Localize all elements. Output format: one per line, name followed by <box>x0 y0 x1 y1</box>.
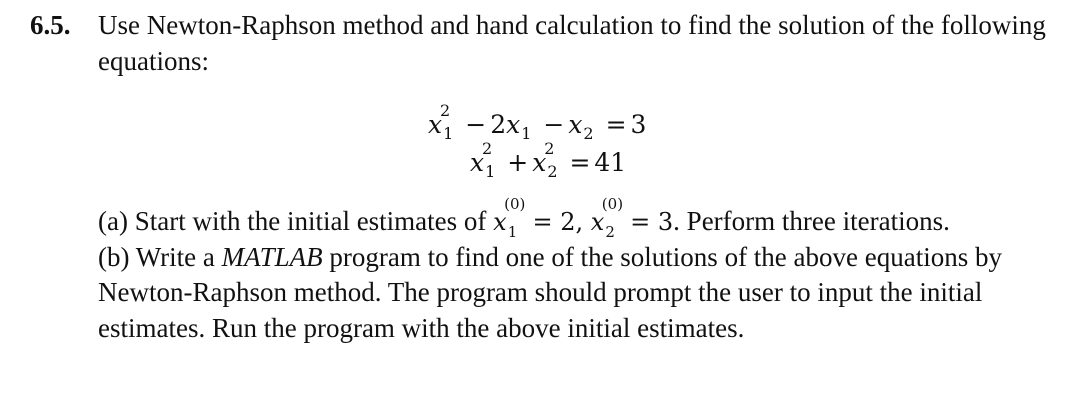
part-b-label: (b) <box>98 241 130 272</box>
problem-statement: Use Newton-Raphson method and hand calculation to find the solution of the following equations: <box>98 10 1046 76</box>
part-b-text-1: Write a <box>135 241 215 272</box>
equation-2-rhs: 41 <box>594 148 627 177</box>
part-a-text-end: . Perform three iterations. <box>673 206 950 236</box>
part-b-text-2: program to find one of the solutions of the above equations by Newton-Raphson method. The program should prompt the user to input the initial estimates. Run the program with the above initial estimates. <box>98 241 1002 343</box>
problem-parts <box>98 195 1063 347</box>
x1-initial-value: 2 <box>560 208 576 236</box>
equation-1-rhs: 3 <box>630 110 647 139</box>
x2-initial-value: 3 <box>657 208 674 236</box>
equation-1: x 2 $_1 - 2x_1 - x_2 = 3$ <box>428 101 647 143</box>
software-name: MATLAB <box>221 241 323 272</box>
part-a-label: (a) <box>98 206 128 236</box>
problem-number: 6.5. <box>30 10 71 40</box>
part-a: (a) Start with the initial estimates of x (0) $_1$ = 2, x (0) $_2$ = 3. Perform three iterations. <box>98 195 950 241</box>
part-a-text: Start with the initial estimates of <box>134 206 487 236</box>
equation-2: x 2 $_1$ + x 2 $_2$ = 41 <box>470 139 627 181</box>
equation-system <box>30 101 1060 188</box>
part-b <box>98 240 1063 347</box>
